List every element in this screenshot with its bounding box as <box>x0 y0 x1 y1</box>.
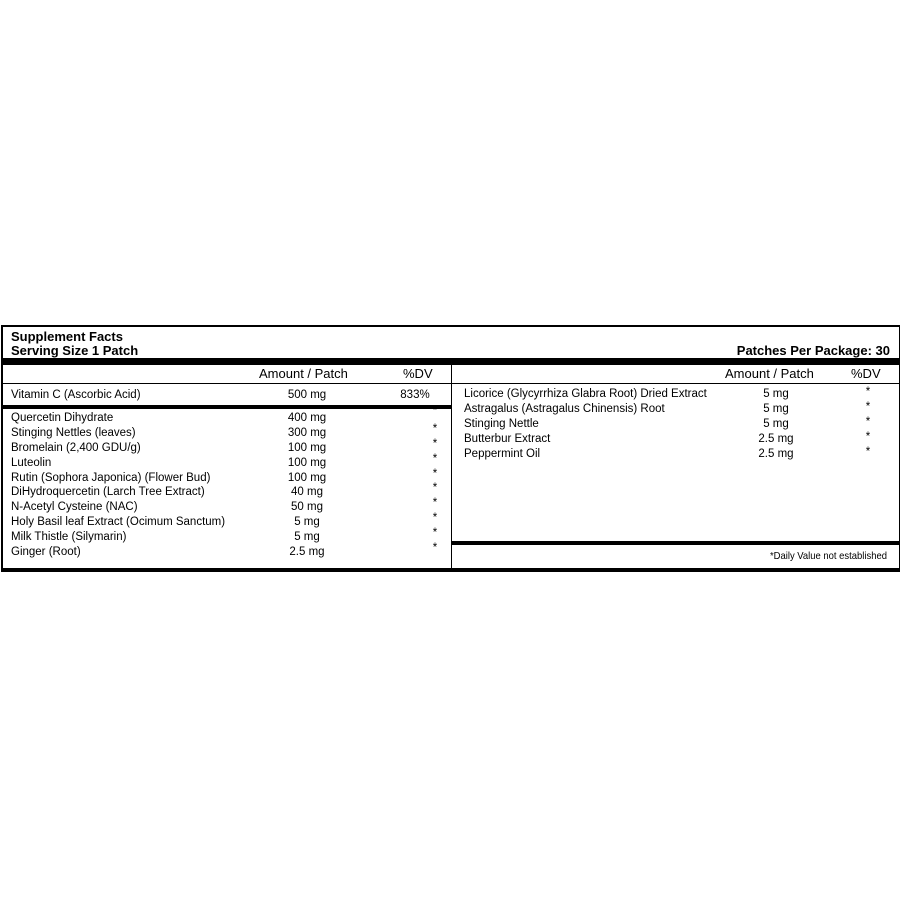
ingredient-name: Licorice (Glycyrrhiza Glabra Root) Dried Extract <box>464 388 707 400</box>
ingredient-dv: * <box>432 405 438 417</box>
header-divider-bar <box>3 358 899 365</box>
right-row-2 <box>464 402 894 417</box>
supplement-facts-panel <box>1 325 900 572</box>
left-row-7 <box>11 497 441 515</box>
footnote-divider-bar <box>452 541 899 545</box>
left-row-4 <box>11 453 441 471</box>
ingredient-name: Bromelain (2,400 GDU/g) <box>11 442 141 454</box>
patches-per-package: Patches Per Package: 30 <box>736 343 890 358</box>
label-title: Supplement Facts <box>11 329 123 344</box>
ingredient-dv: * <box>432 423 438 435</box>
ingredient-name: Quercetin Dihydrate <box>11 412 114 424</box>
ingredient-dv: * <box>865 401 871 413</box>
right-row-3 <box>464 417 894 432</box>
left-header-amount: Amount / Patch <box>259 366 348 381</box>
right-header-rule <box>452 383 899 384</box>
ingredient-amount: 500 mg <box>287 389 327 401</box>
daily-value-footnote: *Daily Value not established <box>770 550 887 562</box>
vitamin-divider-bar <box>3 405 451 409</box>
ingredient-amount: 5 mg <box>763 418 789 430</box>
ingredient-name: Astragalus (Astragalus Chinensis) Root <box>464 403 665 415</box>
ingredient-dv: * <box>865 446 871 458</box>
ingredient-name: Milk Thistle (Silymarin) <box>11 531 127 543</box>
ingredient-dv: * <box>432 482 438 494</box>
ingredient-name: Stinging Nettle <box>464 418 539 430</box>
ingredient-name: Butterbur Extract <box>464 433 551 445</box>
left-row-6 <box>11 482 441 500</box>
ingredient-name: Rutin (Sophora Japonica) (Flower Bud) <box>11 472 211 484</box>
right-header-dv: %DV <box>851 366 881 381</box>
vitamin-row <box>11 388 441 403</box>
left-header-dv: %DV <box>403 366 433 381</box>
ingredient-name: Peppermint Oil <box>464 448 541 460</box>
ingredient-amount: 100 mg <box>287 457 327 469</box>
ingredient-name: Holy Basil leaf Extract (Ocimum Sanctum) <box>11 516 226 528</box>
ingredient-dv: * <box>865 431 871 443</box>
left-row-3 <box>11 438 441 456</box>
ingredient-amount: 100 mg <box>287 472 327 484</box>
ingredient-dv: * <box>865 386 871 398</box>
ingredient-dv: * <box>432 497 438 509</box>
left-row-1 <box>11 405 441 426</box>
ingredient-name: Stinging Nettles (leaves) <box>11 427 136 439</box>
left-row-5 <box>11 468 441 486</box>
ingredient-name: Vitamin C (Ascorbic Acid) <box>11 389 141 401</box>
ingredient-amount: 5 mg <box>763 403 789 415</box>
ingredient-amount: 2.5 mg <box>758 433 794 445</box>
ingredient-dv: * <box>432 453 438 465</box>
left-row-9 <box>11 527 441 545</box>
left-row-8 <box>11 512 441 530</box>
ingredient-amount: 5 mg <box>294 531 320 543</box>
ingredient-dv: * <box>432 512 438 524</box>
ingredient-amount: 2.5 mg <box>289 546 325 558</box>
ingredient-dv: * <box>865 416 871 428</box>
ingredient-dv: * <box>432 468 438 480</box>
right-row-4 <box>464 432 894 447</box>
ingredient-dv: * <box>432 438 438 450</box>
ingredient-dv: * <box>432 542 438 554</box>
ingredient-name: Luteolin <box>11 457 52 469</box>
ingredient-amount: 2.5 mg <box>758 448 794 460</box>
left-row-10 <box>11 542 441 560</box>
right-header-amount: Amount / Patch <box>725 366 814 381</box>
ingredient-dv: * <box>432 527 438 539</box>
right-row-1 <box>464 387 894 402</box>
left-header-rule <box>3 383 451 384</box>
ingredient-amount: 100 mg <box>287 442 327 454</box>
ingredient-amount: 5 mg <box>294 516 320 528</box>
ingredient-dv: 833% <box>400 389 430 401</box>
ingredient-name: Ginger (Root) <box>11 546 81 558</box>
ingredient-amount: 50 mg <box>291 501 323 513</box>
ingredient-name: DiHydroquercetin (Larch Tree Extract) <box>11 486 205 498</box>
ingredient-amount: 300 mg <box>287 427 327 439</box>
ingredient-amount: 400 mg <box>287 412 327 424</box>
left-row-2 <box>11 423 441 441</box>
ingredient-amount: 40 mg <box>291 486 323 498</box>
serving-size: Serving Size 1 Patch <box>11 343 139 358</box>
ingredient-amount: 5 mg <box>763 388 789 400</box>
ingredient-name: N-Acetyl Cysteine (NAC) <box>11 501 138 513</box>
right-row-5 <box>464 447 894 462</box>
